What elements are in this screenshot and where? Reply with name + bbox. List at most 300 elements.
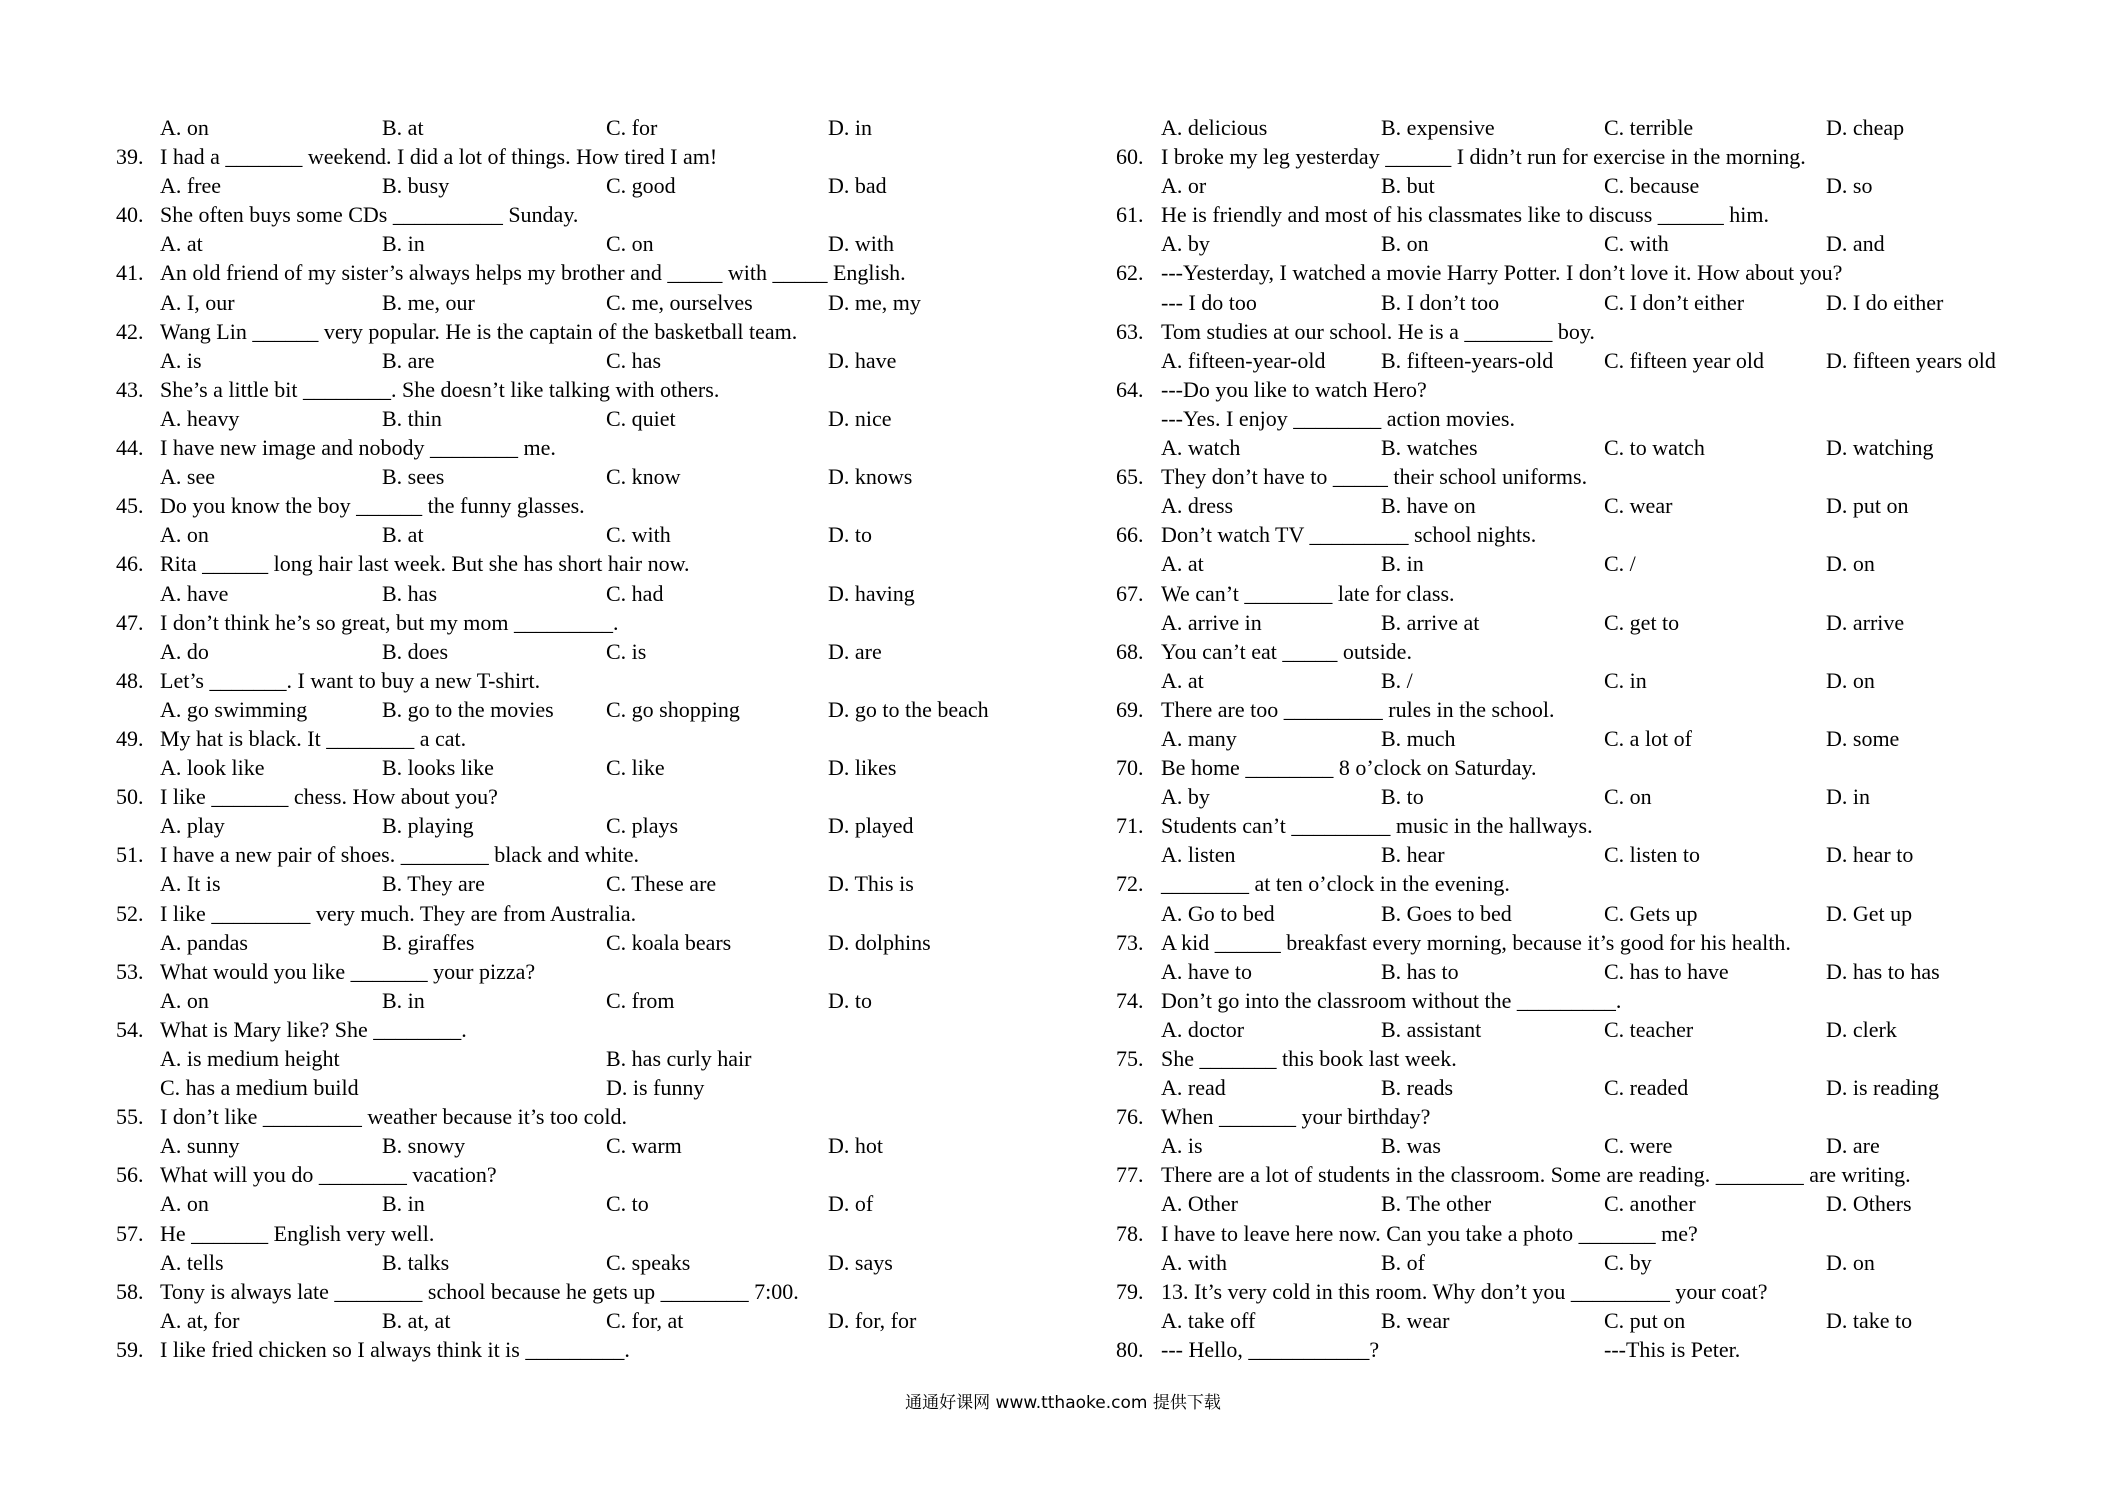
question-text: She _______ this book last week.: [1161, 1046, 1457, 1071]
answer-option: B. has curly hair: [606, 1046, 752, 1071]
answer-option: D. go to the beach: [828, 696, 989, 722]
options-line: [1116, 113, 2056, 142]
options-line: [116, 695, 1036, 724]
question-number: 45.: [116, 493, 144, 519]
options-line: [116, 288, 1036, 317]
answer-option: A. do: [160, 638, 209, 664]
answer-option: A. on: [160, 987, 209, 1013]
question-number: 79.: [1116, 1278, 1144, 1304]
options-line: [1116, 782, 2056, 811]
question-number: 72.: [1116, 871, 1144, 897]
answer-option: A. is: [1161, 1133, 1203, 1159]
question-line: [1116, 579, 2056, 608]
answer-option: A. or: [1161, 173, 1207, 199]
question-line: [116, 375, 1036, 404]
question-text: We can’t ________ late for class.: [1161, 580, 1455, 606]
question-number: 70.: [1116, 755, 1144, 781]
answer-option: A. It is: [160, 871, 221, 897]
question-line: [1116, 695, 2056, 724]
answer-option: C. like: [606, 755, 665, 781]
answer-option: B. Goes to bed: [1381, 900, 1512, 926]
question-text: An old friend of my sister’s always helps my brother and _____ with _____ English.: [160, 260, 906, 286]
answer-option: A. on: [160, 522, 209, 548]
answer-option: D. put on: [1826, 493, 1909, 519]
question-line: [116, 957, 1036, 986]
answer-option: D. knows: [828, 464, 913, 490]
answer-option: D. on: [1826, 1249, 1875, 1275]
answer-option: A. at: [1161, 667, 1204, 693]
question-number: 76.: [1116, 1104, 1144, 1130]
options-line: [116, 753, 1036, 782]
answer-option: C. in: [1604, 667, 1647, 693]
answer-option: C. /: [1604, 551, 1636, 577]
answer-option: C. for, at: [606, 1307, 684, 1333]
question-line: [1116, 375, 2056, 404]
question-number: 67.: [1116, 580, 1144, 606]
question-text: --- Hello, ___________?: [1161, 1336, 1380, 1362]
question-line: [116, 1015, 1036, 1044]
answer-option: A. at, for: [160, 1307, 240, 1333]
options-line: [1116, 491, 2056, 520]
question-line: [1116, 317, 2056, 346]
question-line: [116, 899, 1036, 928]
answer-option: A. take off: [1161, 1307, 1256, 1333]
question-number: 77.: [1116, 1162, 1144, 1188]
options-line: [1116, 957, 2056, 986]
answer-option: D. are: [1826, 1133, 1880, 1159]
answer-option: A. heavy: [160, 405, 240, 431]
question-number: 71.: [1116, 813, 1144, 839]
question-line: [116, 1335, 1036, 1364]
question-line: [1116, 142, 2056, 171]
answer-option: A. pandas: [160, 929, 248, 955]
answer-option: C. plays: [606, 813, 679, 839]
question-line: [116, 608, 1036, 637]
answer-option: B. assistant: [1381, 1016, 1482, 1042]
question-line: [1116, 753, 2056, 782]
answer-option: D. having: [828, 580, 915, 606]
answer-option: B. looks like: [382, 755, 494, 781]
question-text: They don’t have to _____ their school uniforms.: [1161, 464, 1588, 490]
options-line: [116, 404, 1036, 433]
answer-option: A. read: [1161, 1075, 1226, 1101]
question-text: You can’t eat _____ outside.: [1161, 638, 1412, 664]
answer-option: B. has to: [1381, 958, 1459, 984]
answer-option: A. tells: [160, 1249, 224, 1275]
answer-option: A. listen: [1161, 842, 1236, 868]
answer-option: B. at: [382, 115, 424, 140]
answer-option: D. I do either: [1826, 289, 1944, 315]
answer-option: B. have on: [1381, 493, 1476, 519]
question-line: [1116, 258, 2056, 287]
question-text: I like fried chicken so I always think it is _________.: [160, 1336, 630, 1362]
answer-option: B. are: [382, 347, 435, 373]
answer-option: C. with: [1604, 231, 1669, 257]
answer-option: D. says: [828, 1249, 893, 1275]
question-text: Let’s _______. I want to buy a new T-shirt.: [160, 667, 541, 693]
answer-option: A. arrive in: [1161, 609, 1262, 635]
options-line: [116, 520, 1036, 549]
question-line: [1116, 1160, 2056, 1189]
answer-option: B. They are: [382, 871, 485, 897]
answer-option: C. were: [1604, 1133, 1673, 1159]
answer-option: C. These are: [606, 871, 717, 897]
question-line: [1116, 404, 2056, 433]
right-question-column: [1116, 113, 2056, 1364]
answer-option: A. Other: [1161, 1191, 1238, 1217]
answer-option: D. bad: [828, 173, 887, 199]
answer-option: C. go shopping: [606, 696, 740, 722]
question-number: 49.: [116, 725, 144, 751]
answer-option: D. are: [828, 638, 882, 664]
answer-option: A. is medium height: [160, 1046, 340, 1071]
answer-option: B. has: [382, 580, 437, 606]
answer-option: D. of: [828, 1191, 874, 1217]
question-text: I have to leave here now. Can you take a photo _______ me?: [1161, 1220, 1698, 1246]
options-line: [116, 986, 1036, 1015]
question-number: 68.: [1116, 638, 1144, 664]
question-line: [1116, 986, 2056, 1015]
question-line: [1116, 928, 2056, 957]
answer-option: B. reads: [1381, 1075, 1454, 1101]
options-line: [116, 1131, 1036, 1160]
question-number: 58.: [116, 1278, 144, 1304]
question-line: [116, 840, 1036, 869]
answer-option: C. to: [606, 1191, 649, 1217]
options-line: [1116, 724, 2056, 753]
answer-option: C. by: [1604, 1249, 1652, 1275]
question-text: Don’t watch TV _________ school nights.: [1161, 522, 1537, 548]
answer-option: B. playing: [382, 813, 474, 839]
answer-option: A. with: [1161, 1249, 1227, 1275]
question-number: 51.: [116, 842, 144, 868]
question-line: [1116, 1102, 2056, 1131]
question-number: 44.: [116, 435, 144, 461]
answer-option: C. with: [606, 522, 671, 548]
options-line: [1116, 1131, 2056, 1160]
answer-option: B. does: [382, 638, 448, 664]
answer-option: C. listen to: [1604, 842, 1700, 868]
answer-option: C. a lot of: [1604, 725, 1692, 751]
answer-option: B. was: [1381, 1133, 1441, 1159]
answer-option: D. has to has: [1826, 958, 1940, 984]
options-line: [1116, 288, 2056, 317]
answer-option: C. to watch: [1604, 435, 1705, 461]
answer-option: A. at: [1161, 551, 1204, 577]
question-text: ---Yesterday, I watched a movie Harry Potter. I don’t love it. How about you?: [1161, 260, 1843, 286]
dialog-reply: ---This is Peter.: [1604, 1336, 1741, 1362]
answer-option: B. busy: [382, 173, 450, 199]
answer-option: D. Others: [1826, 1191, 1912, 1217]
answer-option: D. clerk: [1826, 1016, 1897, 1042]
question-line: [116, 666, 1036, 695]
answer-option: D. watching: [1826, 435, 1934, 461]
answer-option: A. doctor: [1161, 1016, 1245, 1042]
answer-option: A. free: [160, 173, 222, 199]
answer-option: B. on: [1381, 231, 1429, 257]
question-number: 53.: [116, 958, 144, 984]
question-line: [116, 317, 1036, 346]
question-text: I had a _______ weekend. I did a lot of things. How tired I am!: [160, 144, 718, 170]
question-text: Tom studies at our school. He is a ________ boy.: [1161, 318, 1595, 344]
answer-option: D. have: [828, 347, 897, 373]
question-number: 65.: [1116, 464, 1144, 490]
question-number: 59.: [116, 1336, 144, 1362]
options-line: [116, 1248, 1036, 1277]
answer-option: C. speaks: [606, 1249, 691, 1275]
options-line: [116, 1044, 1036, 1073]
options-line: [1116, 346, 2056, 375]
answer-option: A. Go to bed: [1161, 900, 1275, 926]
answer-option: C. has: [606, 347, 661, 373]
answer-option: C. wear: [1604, 493, 1673, 519]
question-number: 69.: [1116, 696, 1144, 722]
answer-option: B. expensive: [1381, 115, 1495, 140]
question-text: There are a lot of students in the classroom. Some are reading. ________ are writing.: [1161, 1162, 1911, 1188]
question-text: I like _________ very much. They are from Australia.: [160, 900, 637, 926]
answer-option: C. is: [606, 638, 647, 664]
answer-option: D. Get up: [1826, 900, 1913, 926]
question-text: He is friendly and most of his classmates like to discuss ______ him.: [1161, 202, 1769, 228]
question-line: [1116, 1335, 2056, 1364]
options-line: [1116, 899, 2056, 928]
question-number: 73.: [1116, 929, 1144, 955]
answer-option: B. /: [1381, 667, 1413, 693]
answer-option: B. arrive at: [1381, 609, 1480, 635]
answer-option: B. snowy: [382, 1133, 466, 1159]
answer-option: D. some: [1826, 725, 1900, 751]
options-line: [1116, 433, 2056, 462]
question-number: 42.: [116, 318, 144, 344]
options-line: [1116, 1015, 2056, 1044]
answer-option: D. hot: [828, 1133, 883, 1159]
question-number: 63.: [1116, 318, 1144, 344]
answer-option: A. by: [1161, 784, 1210, 810]
answer-option: D. on: [1826, 667, 1875, 693]
options-line: [116, 637, 1036, 666]
question-line: [1116, 869, 2056, 898]
answer-option: A. go swimming: [160, 696, 308, 722]
answer-option: B. watches: [1381, 435, 1478, 461]
answer-option: D. to: [828, 522, 872, 548]
question-number: 43.: [116, 376, 144, 402]
options-line: [116, 579, 1036, 608]
answer-option: D. played: [828, 813, 914, 839]
question-line: [1116, 811, 2056, 840]
question-text: I broke my leg yesterday ______ I didn’t run for exercise in the morning.: [1161, 144, 1806, 170]
answer-option: C. another: [1604, 1191, 1696, 1217]
question-number: 74.: [1116, 987, 1144, 1013]
question-text: ---Yes. I enjoy ________ action movies.: [1161, 405, 1515, 431]
question-line: [1116, 1219, 2056, 1248]
answer-option: D. dolphins: [828, 929, 931, 955]
question-text: ________ at ten o’clock in the evening.: [1161, 871, 1510, 897]
question-text: I don’t like _________ weather because it’s too cold.: [160, 1104, 627, 1130]
answer-option: B. much: [1381, 725, 1456, 751]
answer-option: B. talks: [382, 1249, 450, 1275]
answer-option: B. I don’t too: [1381, 289, 1500, 315]
answer-option: A. on: [160, 115, 209, 140]
question-line: [116, 724, 1036, 753]
answer-option: A. watch: [1161, 435, 1241, 461]
answer-option: C. fifteen year old: [1604, 347, 1765, 373]
options-line: [116, 869, 1036, 898]
answer-option: D. take to: [1826, 1307, 1913, 1333]
answer-option: D. in: [828, 115, 872, 140]
answer-option: B. wear: [1381, 1307, 1450, 1333]
options-line: [1116, 1248, 2056, 1277]
question-text: He _______ English very well.: [160, 1220, 435, 1246]
question-number: 55.: [116, 1104, 144, 1130]
question-text: There are too _________ rules in the school.: [1161, 696, 1555, 722]
question-text: Tony is always late ________ school because he gets up ________ 7:00.: [160, 1278, 799, 1304]
question-number: 56.: [116, 1162, 144, 1188]
question-text: Rita ______ long hair last week. But she has short hair now.: [160, 551, 690, 577]
options-line: [1116, 608, 2056, 637]
answer-option: A. sunny: [160, 1133, 240, 1159]
answer-option: B. me, our: [382, 289, 475, 315]
answer-option: B. but: [1381, 173, 1435, 199]
answer-option: A. look like: [160, 755, 265, 781]
question-line: [116, 549, 1036, 578]
question-line: [1116, 200, 2056, 229]
question-number: 54.: [116, 1016, 144, 1042]
answer-option: D. in: [1826, 784, 1870, 810]
answer-option: D. and: [1826, 231, 1885, 257]
options-line: [116, 113, 1036, 142]
question-line: [1116, 1277, 2056, 1306]
options-line: [1116, 666, 2056, 695]
options-line: [116, 811, 1036, 840]
question-text: Students can’t _________ music in the hallways.: [1161, 813, 1593, 839]
answer-option: D. hear to: [1826, 842, 1914, 868]
answer-option: C. on: [1604, 784, 1652, 810]
answer-option: C. terrible: [1604, 115, 1694, 140]
answer-option: C. has a medium build: [160, 1075, 359, 1101]
answer-option: C. Gets up: [1604, 900, 1698, 926]
answer-option: A. fifteen-year-old: [1161, 347, 1326, 373]
question-text: What is Mary like? She ________.: [160, 1016, 467, 1042]
answer-option: D. for, for: [828, 1307, 917, 1333]
answer-option: C. from: [606, 987, 675, 1013]
answer-option: C. koala bears: [606, 929, 732, 955]
answer-option: A. many: [1161, 725, 1237, 751]
answer-option: B. in: [382, 987, 425, 1013]
options-line: [1116, 1073, 2056, 1102]
answer-option: D. arrive: [1826, 609, 1905, 635]
answer-option: C. had: [606, 580, 664, 606]
question-text: She’s a little bit ________. She doesn’t like talking with others.: [160, 376, 720, 402]
answer-option: D. fifteen years old: [1826, 347, 1996, 373]
question-number: 50.: [116, 784, 144, 810]
question-text: My hat is black. It ________ a cat.: [160, 725, 467, 751]
question-number: 57.: [116, 1220, 144, 1246]
answer-option: A. have: [160, 580, 229, 606]
question-text: ---Do you like to watch Hero?: [1161, 376, 1427, 402]
answer-option: D. to: [828, 987, 872, 1013]
question-number: 40.: [116, 202, 144, 228]
answer-option: A. on: [160, 1191, 209, 1217]
answer-option: A. delicious: [1161, 115, 1268, 140]
answer-option: A. at: [160, 231, 203, 257]
answer-option: C. on: [606, 231, 654, 257]
answer-option: C. get to: [1604, 609, 1680, 635]
question-number: 46.: [116, 551, 144, 577]
answer-option: C. readed: [1604, 1075, 1689, 1101]
options-line: [116, 171, 1036, 200]
question-number: 62.: [1116, 260, 1144, 286]
answer-option: B. to: [1381, 784, 1424, 810]
question-line: [116, 491, 1036, 520]
answer-option: C. I don’t either: [1604, 289, 1745, 315]
question-number: 48.: [116, 667, 144, 693]
options-line: [1116, 171, 2056, 200]
question-text: 13. It’s very cold in this room. Why don’t you _________ your coat?: [1161, 1278, 1768, 1304]
answer-option: C. warm: [606, 1133, 682, 1159]
question-text: She often buys some CDs __________ Sunday.: [160, 202, 579, 228]
answer-option: B. go to the movies: [382, 696, 554, 722]
question-line: [116, 433, 1036, 462]
answer-option: B. in: [382, 1191, 425, 1217]
question-line: [116, 200, 1036, 229]
question-number: 80.: [1116, 1336, 1144, 1362]
options-line: [1116, 1189, 2056, 1218]
options-line: [116, 462, 1036, 491]
question-line: [116, 1277, 1036, 1306]
answer-option: --- I do too: [1161, 289, 1257, 315]
question-line: [116, 782, 1036, 811]
question-number: 60.: [1116, 144, 1144, 170]
answer-option: D. nice: [828, 405, 892, 431]
question-text: I have new image and nobody ________ me.: [160, 435, 556, 461]
question-text: I have a new pair of shoes. ________ black and white.: [160, 842, 639, 868]
question-number: 41.: [116, 260, 144, 286]
question-line: [1116, 520, 2056, 549]
question-line: [116, 1219, 1036, 1248]
question-text: Do you know the boy ______ the funny glasses.: [160, 493, 585, 519]
question-text: A kid ______ breakfast every morning, because it’s good for his health.: [1161, 929, 1791, 955]
options-line: [116, 928, 1036, 957]
options-line: [116, 1073, 1036, 1102]
answer-option: B. at: [382, 522, 424, 548]
answer-option: A. play: [160, 813, 225, 839]
question-number: 66.: [1116, 522, 1144, 548]
answer-option: B. in: [1381, 551, 1424, 577]
answer-option: B. giraffes: [382, 929, 475, 955]
question-number: 47.: [116, 609, 144, 635]
question-line: [1116, 1044, 2056, 1073]
question-line: [116, 1160, 1036, 1189]
answer-option: C. has to have: [1604, 958, 1729, 984]
question-line: [1116, 462, 2056, 491]
answer-option: C. good: [606, 173, 676, 199]
question-number: 52.: [116, 900, 144, 926]
answer-option: C. teacher: [1604, 1016, 1694, 1042]
options-line: [1116, 229, 2056, 258]
options-line: [116, 346, 1036, 375]
options-line: [1116, 840, 2056, 869]
question-number: 64.: [1116, 376, 1144, 402]
answer-option: D. is funny: [606, 1075, 705, 1101]
answer-option: A. dress: [1161, 493, 1234, 519]
answer-option: A. by: [1161, 231, 1210, 257]
question-text: When _______ your birthday?: [1161, 1104, 1431, 1130]
question-number: 78.: [1116, 1220, 1144, 1246]
answer-option: C. put on: [1604, 1307, 1686, 1333]
answer-option: D. me, my: [828, 289, 921, 315]
question-text: What will you do ________ vacation?: [160, 1162, 497, 1188]
answer-option: A. I, our: [160, 289, 235, 315]
